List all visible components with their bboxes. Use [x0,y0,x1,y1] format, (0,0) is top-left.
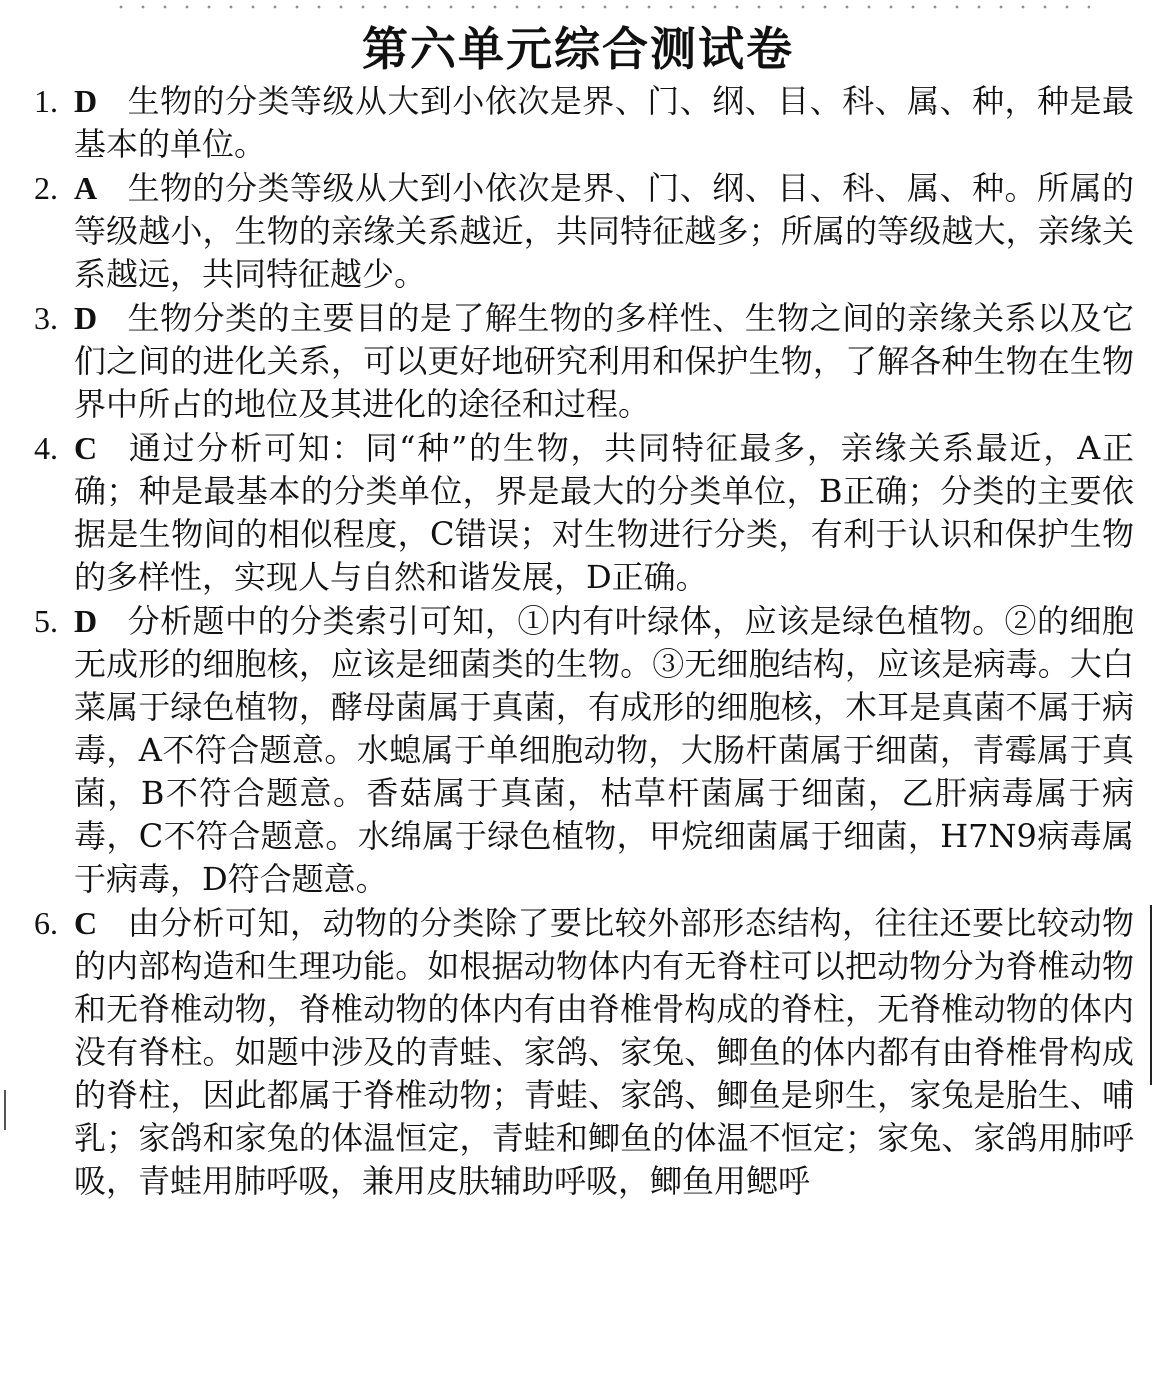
answer-item-4 [34,427,1134,599]
answer-list [34,80,1134,1204]
answer-explanation: 通过分析可知：同“种”的生物，共同特征最多，亲缘关系最近，A正确；种是最基本的分类单位，界是最大的分类单位，B正确；分类的主要依据是生物间的相似程度，C错误；对生物进行分类，有利于认识和保护生物的多样性，实现人与自然和谐发展，D正确。 [74,429,1134,596]
answer-item-3 [34,297,1134,426]
answer-number: 6. [34,905,58,941]
answer-explanation: 由分析可知，动物的分类除了要比较外部形态结构，往往还要比较动物的内部构造和生理功能。如根据动物体内有无脊柱可以把动物分为脊椎动物和无脊椎动物，脊椎动物的体内有由脊椎骨构成的脊柱，无脊椎动物的体内没有脊柱。如题中涉及的青蛙、家鸽、家兔、鲫鱼的体内都有由脊椎骨构成的脊柱，因此都属于脊椎动物；青蛙、家鸽、鲫鱼是卵生，家兔是胎生、哺乳；家鸽和家兔的体温恒定，青蛙和鲫鱼的体温不恒定；家兔、家鸽用肺呼吸，青蛙用肺呼吸，兼用皮肤辅助呼吸，鲫鱼用鳃呼 [74,904,1134,1200]
answer-item-2 [34,167,1134,296]
answer-explanation: 生物分类的主要目的是了解生物的多样性、生物之间的亲缘关系以及它们之间的进化关系，可以更好地研究利用和保护生物，了解各种生物在生物界中所占的地位及其进化的途径和过程。 [74,299,1134,423]
answer-explanation: 生物的分类等级从大到小依次是界、门、纲、目、科、属、种。所属的等级越小，生物的亲缘关系越近，共同特征越多；所属的等级越大，亲缘关系越远，共同特征越少。 [74,169,1134,293]
scan-noise-strip [110,0,1090,14]
answer-number: 5. [34,603,58,639]
scan-edge-mark [4,1090,6,1130]
page-title: 第六单元综合测试卷 [362,22,794,76]
answer-key: D [74,603,98,639]
answer-number: 3. [34,300,58,336]
answer-explanation: 分析题中的分类索引可知，①内有叶绿体，应该是绿色植物。②的细胞无成形的细胞核，应该是细菌类的生物。③无细胞结构，应该是病毒。大白菜属于绿色植物，酵母菌属于真菌，有成形的细胞核，木耳是真菌不属于病毒，A不符合题意。水螅属于单细胞动物，大肠杆菌属于细菌，青霉属于真菌，B不符合题意。香菇属于真菌，枯草杆菌属于细菌，乙肝病毒属于病毒，C不符合题意。水绵属于绿色植物，甲烷细菌属于细菌，H7N9病毒属于病毒，D符合题意。 [74,602,1134,898]
answer-number: 1. [34,83,58,119]
answer-item-6 [34,902,1134,1203]
answer-number: 4. [34,430,58,466]
answer-key: C [74,430,98,466]
answer-key: D [74,300,98,336]
answer-key: C [74,905,98,941]
scan-edge-line [1150,905,1152,1085]
answer-key: D [74,83,98,119]
answer-item-5 [34,600,1134,901]
answer-item-1 [34,80,1134,166]
answer-key: A [74,170,98,206]
answer-number: 2. [34,170,58,206]
answer-explanation: 生物的分类等级从大到小依次是界、门、纲、目、科、属、种，种是最基本的单位。 [74,82,1134,163]
